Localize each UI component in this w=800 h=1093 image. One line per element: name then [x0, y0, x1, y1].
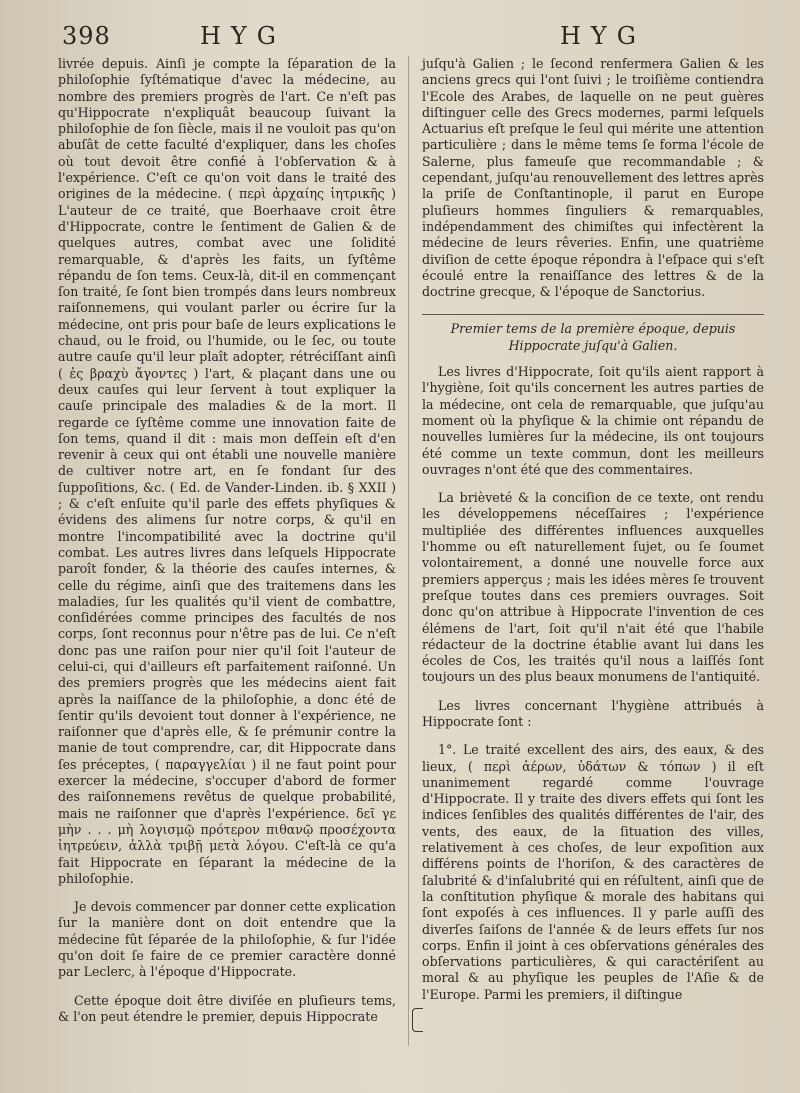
- paragraph: Cette époque doit être diviſée en pluſieurs tems, & l'on peut étendre le premier, depuis Hippocrate: [58, 992, 396, 1024]
- running-head-right: HYG: [560, 22, 646, 50]
- running-head-left: HYG: [200, 22, 286, 50]
- left-column: [58, 56, 396, 1025]
- column-divider: [408, 56, 409, 1046]
- bracket-mark: [412, 1008, 423, 1032]
- right-column: [422, 56, 764, 1003]
- page-number: 398: [62, 22, 111, 50]
- paragraph: livrée depuis. Ainſi je compte la ſéparation de la philoſophie ſyſtématique d'avec la médecine, au nombre des premiers progrès de l'art. Ce n'eſt pas qu'Hippocrate n'expliquât beaucoup ſuivant la philoſophie de ſon ſiècle, mais il ne vouloit pas qu'on abuſât de cette faculté d'expliquer, dans les choſes où tout devoit être confié à l'obſervation & à l'expérience. C'eſt ce qu'on voit dans le traité des origines de la médecine. ( περὶ ἀρχαίης ἰητρικῆς ) L'auteur de ce traité, que Boerhaave croit être d'Hippocrate, contre le ſentiment de Galien & de quelques autres, combat avec une ſolidité remarquable, & d'après les faits, un ſyſtême répandu de ſon tems. Ceux-là, dit-il en commençant ſon traité, ſe ſont bien trompés dans leurs nombreux raiſonnemens, qui voulant parler ou écrire ſur la médecine, ont pris pour baſe de leurs explications le chaud, ou le froid, ou l'humide, ou le ſec, ou toute autre cauſe qu'il leur plaît adopter, rétréciſſant ainſi ( ἐς βραχὺ ἄγοντες ) l'art, & plaçant dans une ou deux cauſes qui leur ſervent à tout expliquer la cauſe principale des maladies & de la mort. Il regarde ce ſyſtême comme une innovation faite de ſon tems, quand il dit : mais mon deſſein eſt d'en revenir à ceux qui ont établi une nouvelle manière de cultiver notre art, en ſe fondant ſur des ſuppoſitions, &c. ( Ed. de Vander-Linden. ib. § XXII ) ; & c'eſt enſuite qu'il parle des effets phyſiques & évidens des alimens ſur notre corps, & qu'il en montre l'incompatibilité avec la doctrine qu'il combat. Les autres livres dans leſquels Hippocrate paroît fonder, & la théorie des cauſes internes, & celle du régime, ainſi que des traitemens dans les maladies, ſur les qualités qu'il vient de combattre, conſidérées comme principes des facultés de nos corps, ſont reconnus pour n'être pas de lui. Ce n'eſt donc pas une raiſon pour nier qu'il ſoit l'auteur de celui-ci, qui d'ailleurs eſt parfaitement raiſonné. Un des premiers progrès que les médecins aient fait après la naiſſance de la philoſophie, a donc été de ſentir qu'ils devoient tout donner à l'expérience, ne raiſonner que d'après elle, & ſe prémunir contre la manie de tout comprendre, car, dit Hippocrate dans ſes préceptes, ( παραγγελίαι ) il ne faut point pour exercer la médecine, s'occuper d'abord de former des raiſonnemens revêtus de quelque probabilité, mais ne raiſonner que d'après l'expérience. δεῖ γε μὴν . . . μὴ λογισμῷ πρότερον πιθανῷ προσέχοντα ἰητρεύειν, ἀλλὰ τριβῇ μετὰ λόγου. C'eſt-là ce qu'a fait Hippocrate en ſéparant la médecine de la philoſophie.: [58, 56, 396, 886]
- paragraph: juſqu'à Galien ; le ſecond renfermera Galien & les anciens grecs qui l'ont ſuivi ; le troiſième contiendra l'Ecole des Arabes, de laquelle on ne peut guères diſtinguer celle des Grecs modernes, parmi leſquels Actuarius eſt preſque le ſeul qui mérite une attention particulière ; dans le même tems ſe forma l'école de Salerne, plus fameuſe que recommandable ; & cependant, juſqu'au renouvellement des lettres après la priſe de Conſtantinople, il parut en Europe pluſieurs hommes ſinguliers & remarquables, indépendamment des chimiſtes qui infectèrent la médecine de leurs rêveries. Enfin, une quatrième diviſion de cette époque répondra à l'eſpace qui s'eſt écoulé entre la renaiſſance des lettres & de la doctrine grecque, & l'époque de Sanctorius.: [422, 56, 764, 300]
- paragraph: 1°. Le traité excellent des airs, des eaux, & des lieux, ( περὶ ἀέρων, ὑδάτων & τόπων ) il eſt unanimement regardé comme l'ouvrage d'Hippocrate. Il y traite des divers effets qui ſont les indices ſenſibles des qualités différentes de l'air, des vents, des eaux, de la ſituation des villes, relativement à ces choſes, de leur expoſition aux différens points de l'horiſon, & des caractères de ſalubrité & d'inſalubrité qui en réſultent, ainſi que de la conſtitution phyſique & morale des habitans qui ſont expoſés à ces influences. Il y parle auſſi des diverſes ſaiſons de l'année & de leurs effets ſur nos corps. Enfin il joint à ces obſervations générales des obſervations particulières, & qui caractériſent au moral & au phyſique les peuples de l'Aſie & de l'Europe. Parmi les premiers, il diſtingue: [422, 742, 764, 1002]
- page-header: [0, 18, 800, 54]
- paragraph: Je devois commencer par donner cette explication ſur la manière dont on doit entendre que la médecine fût ſéparée de la philoſophie, & ſur l'idée qu'on doit ſe faire de ce premier caractère donné par Leclerc, à l'époque d'Hippocrate.: [58, 899, 396, 980]
- paragraph: La brièveté & la conciſion de ce texte, ont rendu les développemens néceſſaires ; l'expérience multipliée des différentes influences auxquelles l'homme ou eſt naturellement ſujet, ou ſe ſoumet volontairement, a donné une nouvelle force aux premiers apperçus ; mais les idées mères ſe trouvent preſque toutes dans ces premiers ouvrages. Soit donc qu'on attribue à Hippocrate l'invention de ces élémens de l'art, ſoit qu'il n'ait été que l'habile rédacteur de la doctrine établie avant lui dans les écoles de Cos, les traités qu'il nous a laiſſés ſont toujours un des plus beaux monumens de l'antiquité.: [422, 490, 764, 685]
- section-heading: Premier tems de la première époque, depuis Hippocrate juſqu'à Galien.: [422, 314, 764, 354]
- paragraph: Les livres d'Hippocrate, ſoit qu'ils aient rapport à l'hygiène, ſoit qu'ils concernent les autres parties de la médecine, ont cela de remarquable, que juſqu'au moment où la phyſique & la chimie ont répandu de nouvelles lumières ſur la médecine, ils ont toujours été comme un texte commun, dont les meilleurs ouvrages n'ont été que des commentaires.: [422, 364, 764, 477]
- paragraph: Les livres concernant l'hygiène attribués à Hippocrate ſont :: [422, 697, 764, 729]
